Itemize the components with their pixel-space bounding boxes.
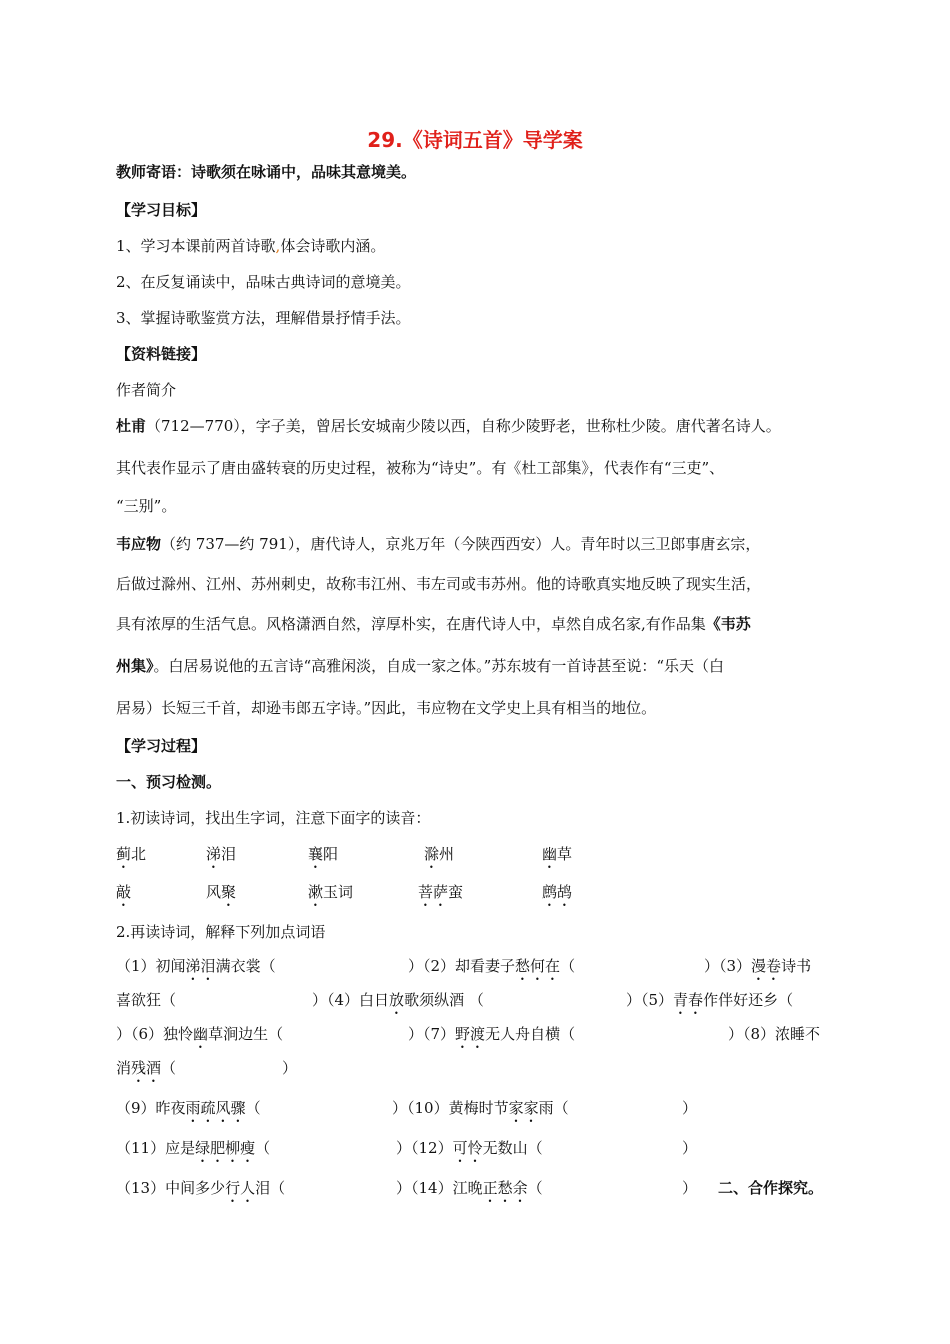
- goal-item-2: 2、在反复诵读中，品味古典诗词的意境美。: [116, 273, 411, 291]
- fill-item: （11）应是绿肥柳瘦（: [116, 1139, 271, 1157]
- process-heading: 【学习过程】: [116, 737, 207, 755]
- fill-item: ）（7）野渡无人舟自横（: [408, 1025, 576, 1043]
- word-item: 幽草: [542, 845, 573, 863]
- fill-item: （13）中间多少行人泪（: [116, 1179, 286, 1197]
- fill-item: ）（4）白日放歌须纵酒 （: [312, 991, 484, 1009]
- wei-line-3: [116, 614, 751, 634]
- goal-item-3: 3、掌握诗歌鉴赏方法，理解借景抒情手法。: [116, 309, 411, 327]
- wei-collection-title-a: 《韦苏: [705, 615, 751, 633]
- wei-collection-title-b: 州集》: [116, 657, 154, 675]
- dufu-line-3: “三别”。: [116, 497, 177, 515]
- fill-item: ）（10）黄梅时节家家雨（: [392, 1099, 569, 1117]
- question-1: 1.初读诗词，找出生字词，注意下面字的读音：: [116, 809, 431, 827]
- author-intro-label: 作者简介: [116, 381, 177, 399]
- wei-text-1: （约 737—约 791），唐代诗人，京兆万年（今陕西西安）人。青年时以三卫郎事唐玄宗，: [161, 535, 761, 553]
- fill-item: ）: [282, 1059, 298, 1077]
- wei-line-4: [116, 656, 724, 676]
- fill-item: ）（12）可怜无数山（: [396, 1139, 543, 1157]
- materials-heading: 【资料链接】: [116, 345, 207, 363]
- question-2: 2.再读诗词，解释下列加点词语: [116, 923, 326, 941]
- goal-item-1: [116, 236, 385, 256]
- dufu-name: 杜甫: [116, 417, 147, 435]
- wei-name: 韦应物: [116, 535, 162, 553]
- word-item: 襄阳: [308, 845, 339, 863]
- fill-item: （9）昨夜雨疏风骤（: [116, 1099, 261, 1117]
- cooperation-heading: 二、合作探究。: [718, 1179, 824, 1197]
- dufu-line-1: [116, 416, 781, 436]
- fill-item: 喜欲狂（: [116, 991, 177, 1009]
- wei-line-1: [116, 534, 760, 554]
- fill-item: ）: [682, 1179, 698, 1197]
- wei-line-2: 后做过滁州、江州、苏州刺史，故称韦江州、韦左司或韦苏州。他的诗歌真实地反映了现实生活，: [116, 575, 762, 593]
- goal-1-pre: 1、学习本课前两首诗歌: [116, 237, 276, 255]
- word-item: 菩萨蛮: [418, 883, 464, 901]
- wei-text-4: 。白居易说他的五言诗“高雅闲淡，自成一家之体。”苏东坡有一首诗甚至说：“乐天（白: [153, 657, 725, 675]
- fill-item: ）（2）却看妻子愁何在（: [408, 957, 576, 975]
- word-item: 蓟北: [116, 845, 147, 863]
- wei-line-5: 居易）长短三千首，却逊韦郎五字诗。”因此，韦应物在文学史上具有相当的地位。: [116, 699, 657, 717]
- fill-item: （1）初闻涕泪满衣裳（: [116, 957, 276, 975]
- page-title: 29.《诗词五首》导学案: [367, 128, 583, 152]
- goal-1-mark: ,: [275, 237, 281, 255]
- dufu-line-2: 其代表作显示了唐由盛转衰的历史过程，被称为“诗史”。有《杜工部集》，代表作有“三吏”、: [116, 459, 725, 477]
- fill-item: ）: [682, 1099, 698, 1117]
- word-item: 敲: [116, 883, 132, 901]
- word-item: 涕泪: [206, 845, 237, 863]
- word-item: 鹧鸪: [542, 883, 573, 901]
- fill-item: ）（3）漫卷诗书: [704, 957, 812, 975]
- fill-item: ）: [682, 1139, 698, 1157]
- word-item: 漱玉词: [308, 883, 354, 901]
- word-item: 风聚: [206, 883, 237, 901]
- dufu-text-1: （712—770），字子美，曾居长安城南少陵以西，自称少陵野老，世称杜少陵。唐代著名诗人。: [146, 417, 781, 435]
- fill-item: 消残酒（: [116, 1059, 177, 1077]
- goal-1-post: 体会诗歌内涵。: [280, 237, 386, 255]
- fill-item: ）（5）青春作伴好还乡（: [626, 991, 794, 1009]
- goals-heading: 【学习目标】: [116, 201, 207, 219]
- preview-test-heading: 一、预习检测。: [116, 773, 222, 791]
- wei-text-3: 具有浓厚的生活气息。风格潇洒自然，淳厚朴实，在唐代诗人中，卓然自成名家,有作品集: [116, 615, 706, 633]
- fill-item: ）（8）浓睡不: [728, 1025, 821, 1043]
- fill-item: ）（14）江晚正愁余（: [396, 1179, 543, 1197]
- fill-item: ）（6）独怜幽草涧边生（: [116, 1025, 284, 1043]
- teacher-motto: 教师寄语：诗歌须在咏诵中，品味其意境美。: [116, 163, 417, 181]
- word-item: 滁州: [424, 845, 455, 863]
